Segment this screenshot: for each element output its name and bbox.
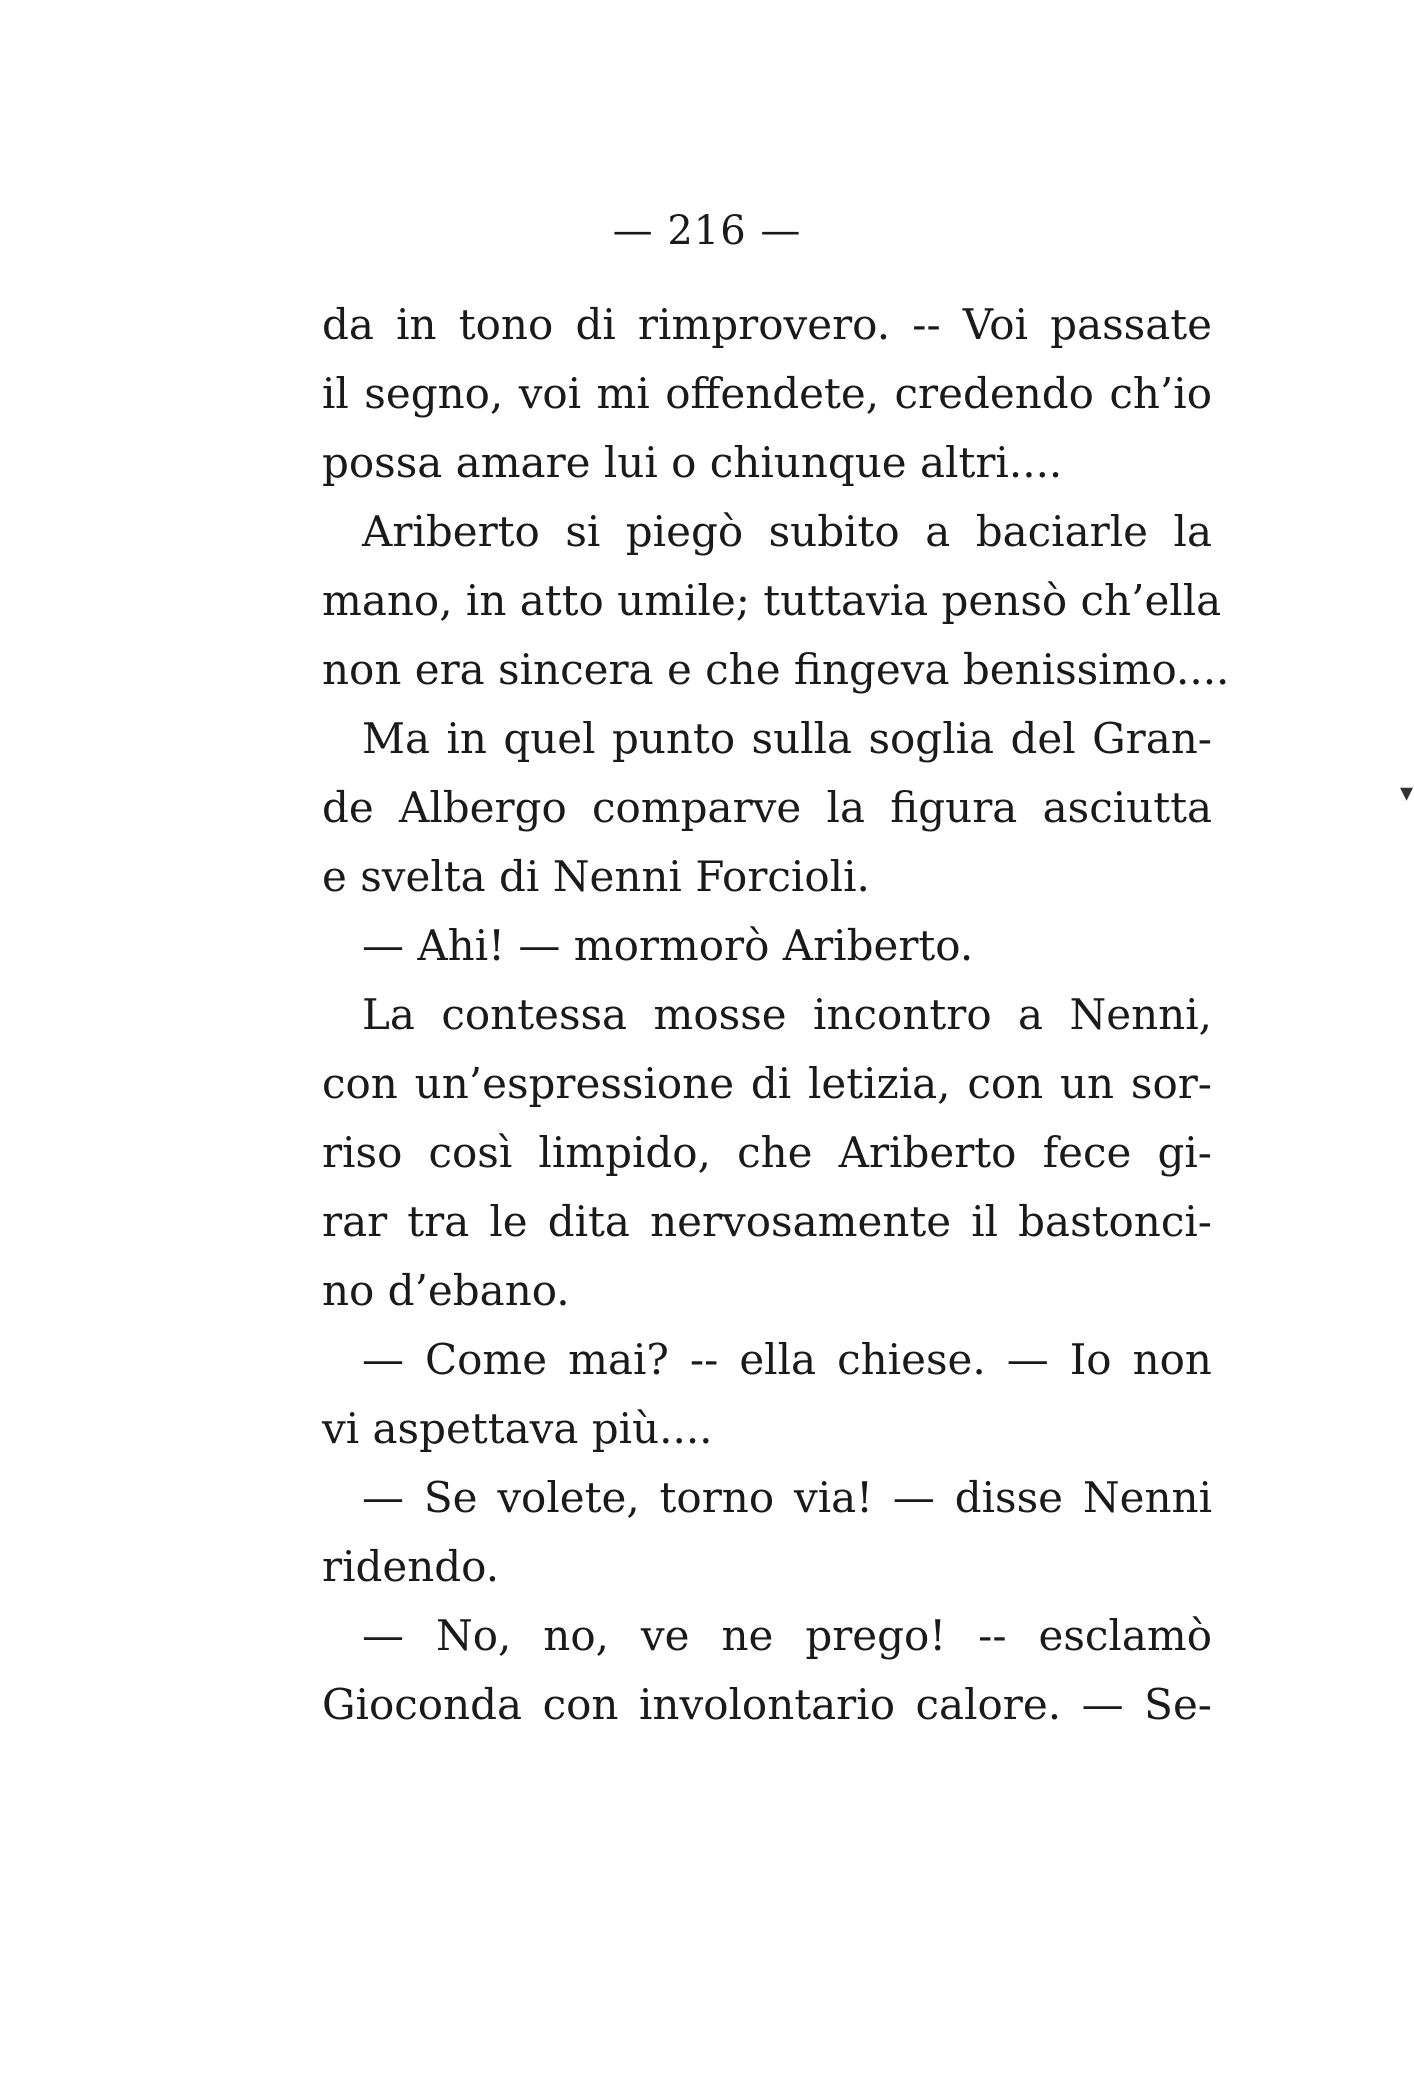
text-line: vi aspettava più.... [322,1404,713,1453]
text-line: — Ahi! — mormorò Ariberto. [362,921,974,970]
text-line: il segno, voi mi offendete, credendo ch’io [322,369,1212,418]
text-line: con un’espressione di letizia, con un sor- [322,1059,1212,1108]
page-number: — 216 — [612,208,802,254]
text-line: riso così limpido, che Ariberto fece gi- [322,1128,1212,1177]
text-line: Ariberto si piegò subito a baciarle la [362,507,1212,556]
text-line: non era sincera e che fingeva benissimo.... [322,645,1230,694]
body-text [322,290,1230,1739]
text-line: e svelta di Nenni Forcioli. [322,852,870,901]
text-line: — Come mai? -- ella chiese. — Io non [362,1335,1212,1384]
text-line: no d’ebano. [322,1266,570,1315]
text-line: de Albergo comparve la figura asciutta [322,783,1212,832]
text-line: rar tra le dita nervosamente il bastonci- [322,1197,1212,1246]
text-line: — Se volete, torno via! — disse Nenni [362,1473,1212,1522]
text-line: Gioconda con involontario calore. — Se- [322,1680,1212,1729]
text-line: ridendo. [322,1542,500,1591]
margin-mark: ▾ [1400,778,1414,808]
text-line: — No, no, ve ne prego! -- esclamò [362,1611,1212,1660]
text-line: da in tono di rimprovero. -- Voi passate [322,300,1212,349]
text-line: La contessa mosse incontro a Nenni, [362,990,1212,1039]
text-line: possa amare lui o chiunque altri.... [322,438,1063,487]
text-line: Ma in quel punto sulla soglia del Gran- [362,714,1212,763]
text-line: mano, in atto umile; tuttavia pensò ch’ella [322,576,1222,625]
